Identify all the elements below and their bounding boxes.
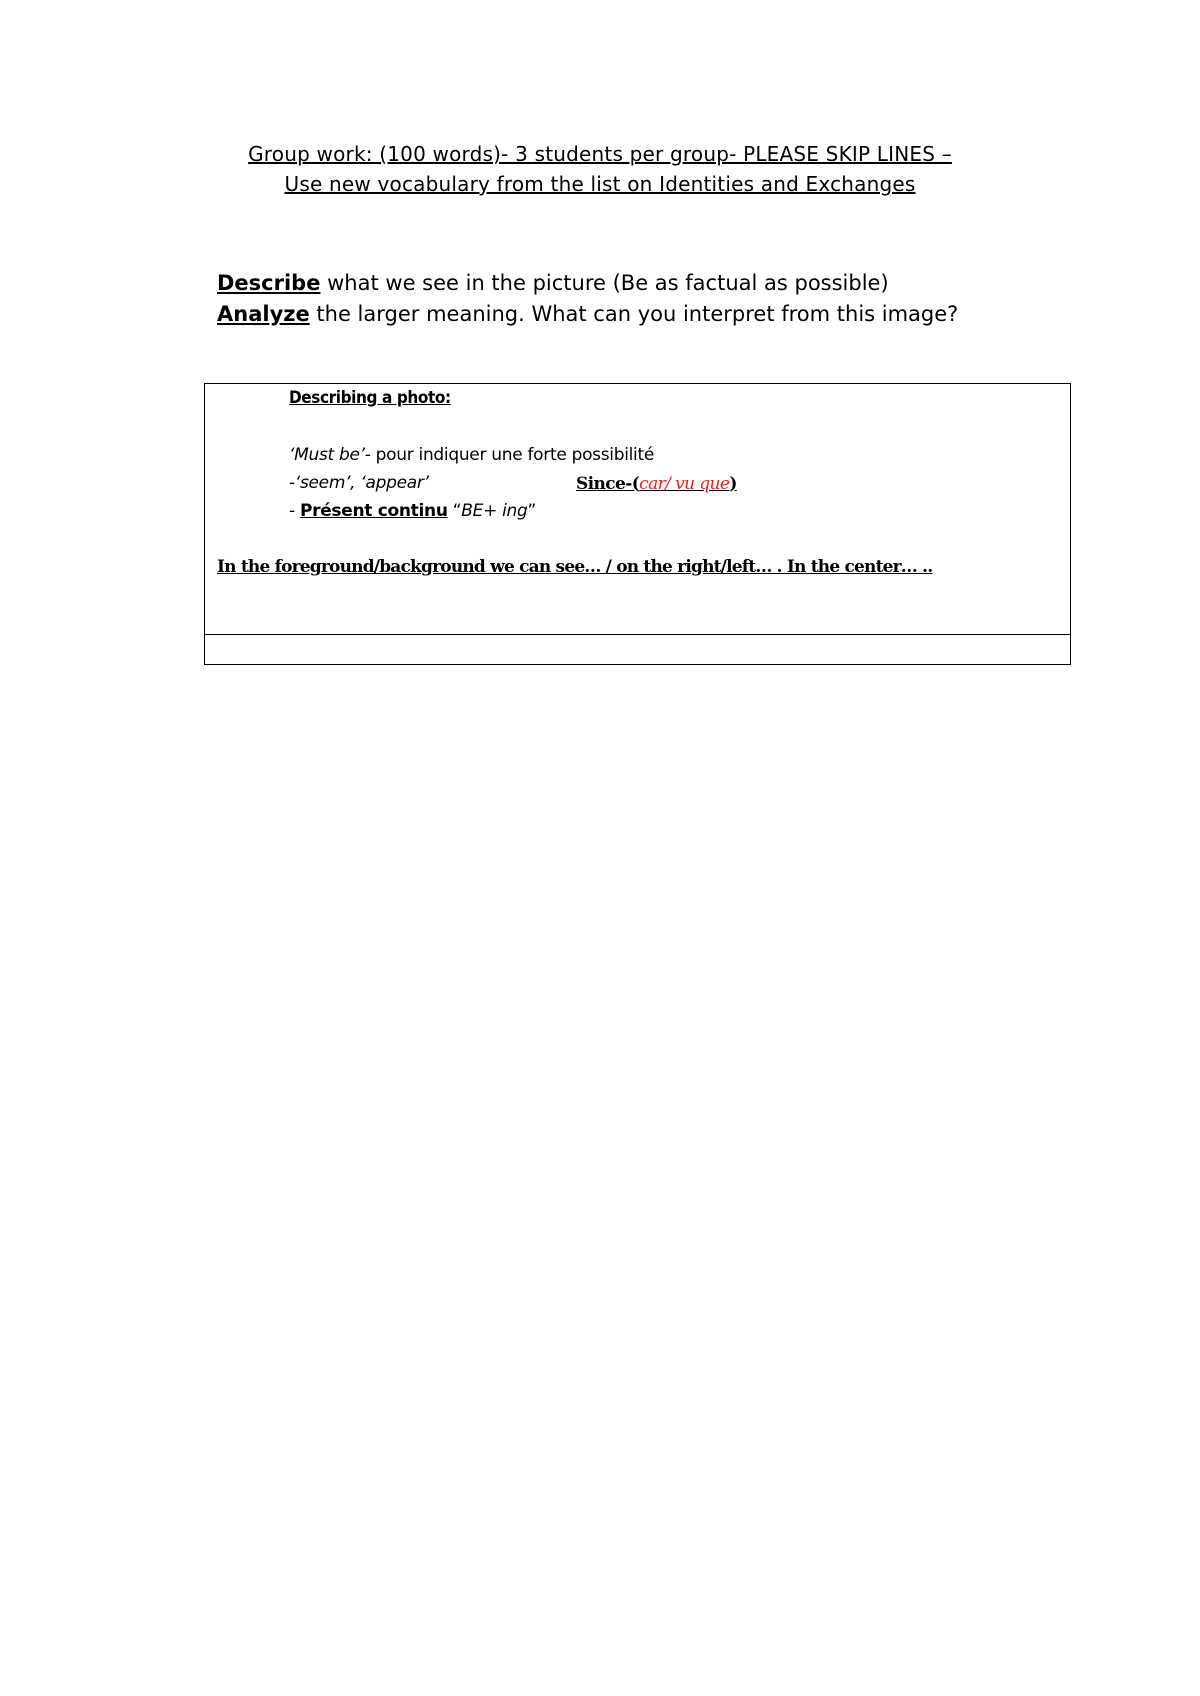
instruction-describe [217, 271, 889, 295]
tip-present-label: Présent continu [299, 501, 448, 521]
tip-seem-prefix: - [289, 473, 295, 493]
instruction-analyze [217, 302, 958, 326]
tip-present-quote-open: “ [447, 501, 462, 521]
tip-must-be-text: - pour indiquer une forte possibilité [364, 445, 654, 465]
tip-must-be [289, 445, 654, 465]
tip-present-quote-close: ” [527, 501, 537, 521]
tip-present-formula: BE+ ing [461, 501, 528, 521]
tip-must-be-quoted: ‘Must be’ [289, 445, 365, 465]
tip-since-close: ) [729, 474, 737, 494]
heading-line-2: Use new vocabulary from the list on Identities and Exchanges [284, 172, 916, 196]
tips-box [204, 383, 1071, 665]
heading-line-1: Group work: (100 words)- 3 students per group- PLEASE SKIP LINES – [248, 142, 952, 166]
tip-seem-quoted: ‘seem’, ‘appear’ [294, 473, 429, 493]
box-divider [205, 634, 1070, 635]
instruction-text: what we see in the picture (Be as factual as possible) [320, 271, 889, 295]
instruction-keyword: Describe [217, 271, 321, 295]
tip-since-label: Since-( [576, 474, 640, 494]
tips-title: Describing a photo: [289, 388, 451, 408]
instruction-text: the larger meaning. What can you interpret from this image? [309, 302, 959, 326]
tip-seem-appear [289, 473, 429, 493]
tip-present-continu [289, 501, 536, 521]
tip-present-prefix: - [289, 501, 300, 521]
tip-foreground-background: In the foreground/background we can see… / on the right/left… . In the center… .. [217, 557, 933, 577]
instruction-keyword: Analyze [217, 302, 310, 326]
tip-since [576, 474, 737, 494]
tip-since-translation: car/ vu que [639, 474, 730, 494]
